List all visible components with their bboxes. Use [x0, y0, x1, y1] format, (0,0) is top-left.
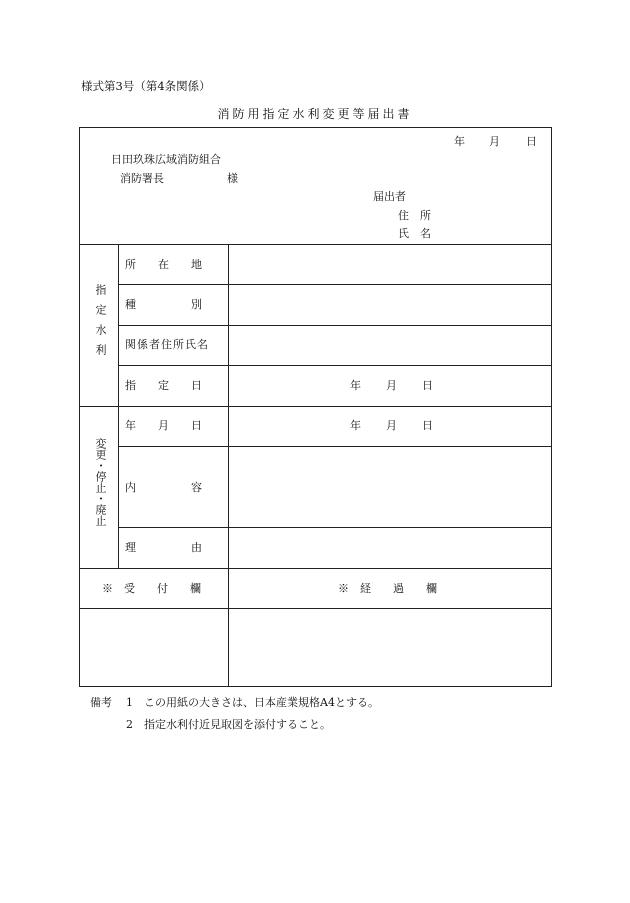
row-content-label: 内 容 — [125, 481, 202, 494]
progress-header: ※ 経 過 欄 — [338, 582, 437, 595]
notes-label: 備考 — [90, 696, 112, 709]
divider-section — [80, 406, 551, 407]
date-month: 月 — [489, 135, 500, 148]
divider-row-6 — [118, 527, 551, 528]
addressee-org: 日田玖珠広域消防組合 — [111, 153, 221, 166]
form-title: 消防用指定水利変更等届出書 — [217, 107, 413, 121]
note-1-text: この用紙の大きさは、日本産業規格A4とする。 — [144, 696, 379, 709]
applicant-address: 住 所 — [398, 209, 431, 222]
reception-header: ※ 受 付 欄 — [102, 582, 201, 595]
designation-date-month: 月 — [386, 379, 397, 392]
divider-row-5 — [118, 446, 551, 447]
divider-footer-top — [80, 568, 551, 569]
note-2-text: 指定水利付近見取図を添付すること。 — [144, 718, 331, 731]
form-number: 様式第3号（第4条関係） — [81, 79, 211, 93]
designation-date-day: 日 — [422, 379, 433, 392]
row-change-date-label: 年 月 日 — [125, 419, 202, 432]
divider-row-2 — [118, 325, 551, 326]
row-location-label: 所 在 地 — [125, 258, 202, 271]
divider-row-3 — [118, 365, 551, 366]
date-day: 日 — [526, 135, 537, 148]
addressee-title: 消防署長 — [120, 172, 164, 185]
divider-vertical-label-col — [118, 244, 119, 568]
note-2-number: 2 — [126, 718, 133, 731]
row-designation-date-label: 指 定 日 — [125, 379, 202, 392]
section-designated-label: 指定水利 — [94, 284, 107, 364]
section-change-label: 変更・停止・廃止 — [94, 438, 107, 526]
row-related-party-label: 関係者住所氏名 — [125, 338, 209, 351]
change-date-year: 年 — [350, 419, 361, 432]
change-date-day: 日 — [422, 419, 433, 432]
date-year: 年 — [454, 135, 465, 148]
divider-header — [80, 244, 551, 245]
divider-row-1 — [118, 284, 551, 285]
applicant-label: 届出者 — [373, 190, 406, 203]
divider-vertical-value-col — [228, 244, 229, 686]
change-date-month: 月 — [386, 419, 397, 432]
addressee-honorific: 様 — [227, 172, 238, 185]
divider-footer-mid — [80, 608, 551, 609]
designation-date-year: 年 — [350, 379, 361, 392]
note-1-number: 1 — [126, 696, 133, 709]
applicant-name: 氏 名 — [398, 227, 431, 240]
row-type-label: 種 別 — [125, 298, 202, 311]
row-reason-label: 理 由 — [125, 541, 202, 554]
form-table — [79, 127, 552, 687]
